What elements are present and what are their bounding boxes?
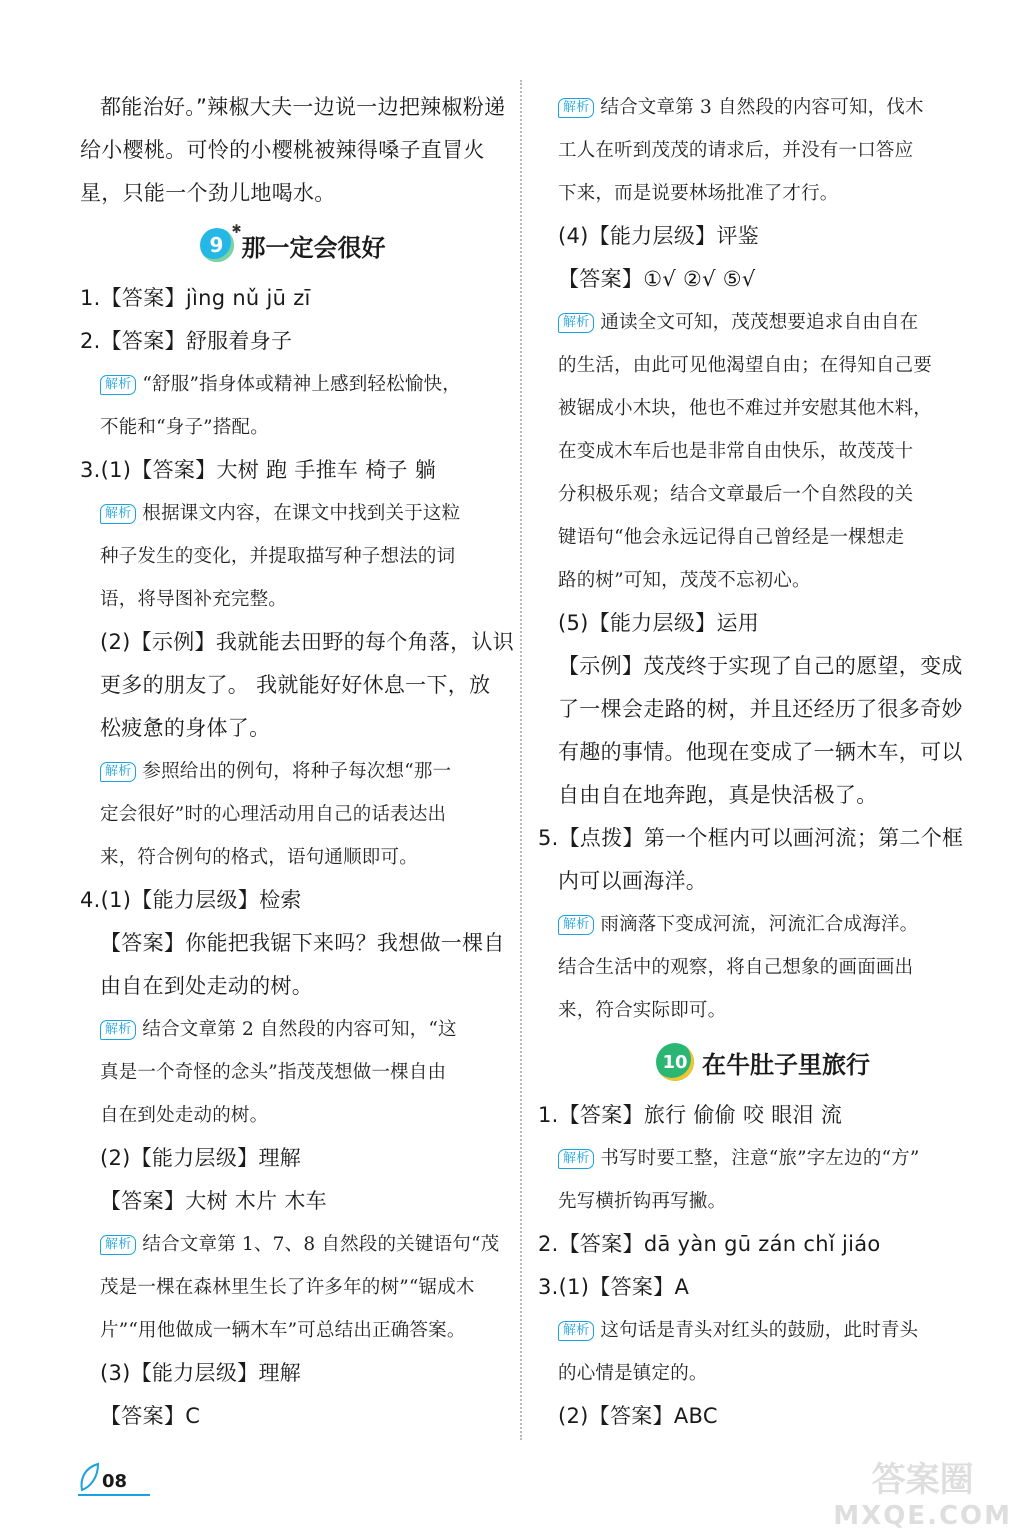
answer-line: 由自在到处走动的树。 — [100, 974, 313, 998]
analysis-line: 茂是一棵在森林里生长了许多年的树”“锯成木 — [100, 1277, 475, 1298]
analysis-tag: 解析 — [100, 762, 136, 782]
text-line: 给小樱桃。可怜的小樱桃被辣得嗓子直冒火 — [80, 138, 485, 162]
analysis-line: 不能和“身子”搭配。 — [100, 417, 269, 438]
answer-line: 【答案】你能把我锯下来吗？我想做一棵自 — [100, 931, 505, 955]
lesson-title: 在牛肚子里旅行 — [702, 1050, 870, 1079]
analysis-line: 下来，而是说要林场批准了才行。 — [558, 183, 839, 204]
answer-line: (5)【能力层级】运用 — [558, 611, 760, 635]
analysis-line: 解析 通读全文可知，茂茂想要追求自由自在 — [558, 301, 968, 344]
analysis-line: 解析 书写时要工整，注意“旅”字左边的“方” — [558, 1137, 968, 1180]
text-line: 都能治好。”辣椒大夫一边说一边把辣椒粉递 — [100, 95, 506, 119]
column-divider — [520, 80, 522, 1440]
answer-line: 2.【答案】dā yàn gū zán chǐ jiáo — [538, 1232, 881, 1256]
watermark — [833, 1462, 1012, 1534]
watermark-bottom: MXQE.COM — [833, 1501, 1012, 1531]
analysis-tag: 解析 — [100, 375, 136, 395]
answer-line: 自由自在地奔跑，真是快活极了。 — [558, 783, 878, 807]
analysis-line: 解析 这句话是青头对红头的鼓励，此时青头 — [558, 1309, 968, 1352]
analysis-line: 来，符合例句的格式，语句通顺即可。 — [100, 847, 418, 868]
page-number-text: 08 — [102, 1471, 128, 1492]
lesson-heading — [558, 1036, 968, 1088]
answer-line: 【示例】茂茂终于实现了自己的愿望，变成 — [558, 654, 963, 678]
analysis-line: 分积极乐观；结合文章最后一个自然段的关 — [558, 484, 914, 505]
lesson-number-badge: 10 — [656, 1043, 694, 1081]
analysis-line: 种子发生的变化，并提取描写种子想法的词 — [100, 546, 456, 567]
page-number — [78, 1462, 127, 1492]
analysis-line: 路的树”可知，茂茂不忘初心。 — [558, 570, 811, 591]
analysis-line: 来，符合实际即可。 — [558, 1000, 727, 1021]
page-number-rule — [78, 1494, 150, 1496]
analysis-line: 被锯成小木块，他也不难过并安慰其他木料， — [558, 398, 933, 419]
analysis-line: 定会很好”时的心理活动用自己的话表达出 — [100, 804, 447, 825]
analysis-line: 片”“用他做成一辆木车”可总结出正确答案。 — [100, 1320, 466, 1341]
answer-line: (2)【示例】我就能去田野的每个角落，认识 — [100, 630, 515, 654]
answer-line: (4)【能力层级】评鉴 — [558, 224, 760, 248]
analysis-line: 工人在听到茂茂的请求后，并没有一口答应 — [558, 140, 914, 161]
analysis-tag: 解析 — [100, 504, 136, 524]
lesson-title: 那一定会很好 — [241, 233, 386, 262]
answer-line: 了一棵会走路的树，并且还经历了很多奇妙 — [558, 697, 963, 721]
analysis-line: 在变成木车后也是非常自由快乐，故茂茂十 — [558, 441, 914, 462]
answer-line: 4.(1)【能力层级】检索 — [80, 888, 302, 912]
answer-line: 有趣的事情。他现在变成了一辆木车，可以 — [558, 740, 963, 764]
answer-line: 5.【点拨】第一个框内可以画河流；第二个框 — [538, 826, 964, 850]
star-icon: ✱ — [231, 222, 242, 236]
lesson-number-badge: 9 ✱ — [200, 228, 234, 262]
analysis-line: 的生活，由此可见他渴望自由；在得知自己要 — [558, 355, 933, 376]
answer-line: 3.(1)【答案】大树 跑 手推车 椅子 躺 — [80, 458, 437, 482]
lesson-heading — [80, 219, 505, 271]
analysis-line: 语，将导图补充完整。 — [100, 589, 288, 610]
answer-line: 3.(1)【答案】A — [538, 1275, 690, 1299]
left-column — [80, 86, 515, 1438]
answer-line: (3)【能力层级】理解 — [100, 1361, 302, 1385]
text-line: 星，只能一个劲儿地喝水。 — [80, 181, 336, 205]
analysis-line: 解析 根据课文内容，在课文中找到关于这粒 — [80, 492, 505, 535]
analysis-tag: 解析 — [100, 1235, 136, 1255]
analysis-tag: 解析 — [558, 1149, 594, 1169]
analysis-line: 的心情是镇定的。 — [558, 1363, 708, 1384]
analysis-line: 先写横折钩再写撇。 — [558, 1191, 727, 1212]
answer-line: 1.【答案】jìng nǔ jū zī — [80, 286, 311, 310]
answer-line: (2)【能力层级】理解 — [100, 1146, 302, 1170]
analysis-line: 解析 “舒服”指身体或精神上感到轻松愉快， — [80, 363, 505, 406]
analysis-tag: 解析 — [558, 915, 594, 935]
analysis-line: 键语句“他会永远记得自己曾经是一棵想走 — [558, 527, 905, 548]
answer-line: 内可以画海洋。 — [558, 869, 708, 893]
analysis-line: 自在到处走动的树。 — [100, 1105, 269, 1126]
watermark-top: 答案圈 — [871, 1460, 974, 1500]
analysis-line: 解析 结合文章第 2 自然段的内容可知，“这 — [80, 1008, 505, 1051]
analysis-line: 解析 雨滴落下变成河流，河流汇合成海洋。 — [558, 903, 968, 946]
answer-line: 更多的朋友了。 我就能好好休息一下，放 — [100, 673, 491, 697]
answer-line: 【答案】大树 木片 木车 — [100, 1189, 327, 1213]
answer-line: 【答案】C — [100, 1404, 201, 1428]
answer-line: (2)【答案】ABC — [558, 1404, 718, 1428]
analysis-tag: 解析 — [100, 1020, 136, 1040]
analysis-tag: 解析 — [558, 98, 594, 118]
right-column — [538, 86, 968, 1438]
analysis-tag: 解析 — [558, 313, 594, 333]
answer-line: 1.【答案】旅行 偷偷 咬 眼泪 流 — [538, 1103, 843, 1127]
analysis-line: 解析 结合文章第 3 自然段的内容可知，伐木 — [558, 86, 968, 129]
leaf-icon — [78, 1462, 102, 1492]
analysis-line: 解析 结合文章第 1、7、8 自然段的关键语句“茂 — [80, 1223, 505, 1266]
answer-line: 【答案】①√ ②√ ⑤√ — [558, 267, 756, 291]
answer-line: 2.【答案】舒服着身子 — [80, 329, 293, 353]
analysis-tag: 解析 — [558, 1321, 594, 1341]
answer-line: 松疲惫的身体了。 — [100, 716, 271, 740]
analysis-line: 结合生活中的观察，将自己想象的画面画出 — [558, 957, 914, 978]
analysis-line: 解析 参照给出的例句，将种子每次想“那一 — [80, 750, 505, 793]
analysis-line: 真是一个奇怪的念头”指茂茂想做一棵自由 — [100, 1062, 447, 1083]
